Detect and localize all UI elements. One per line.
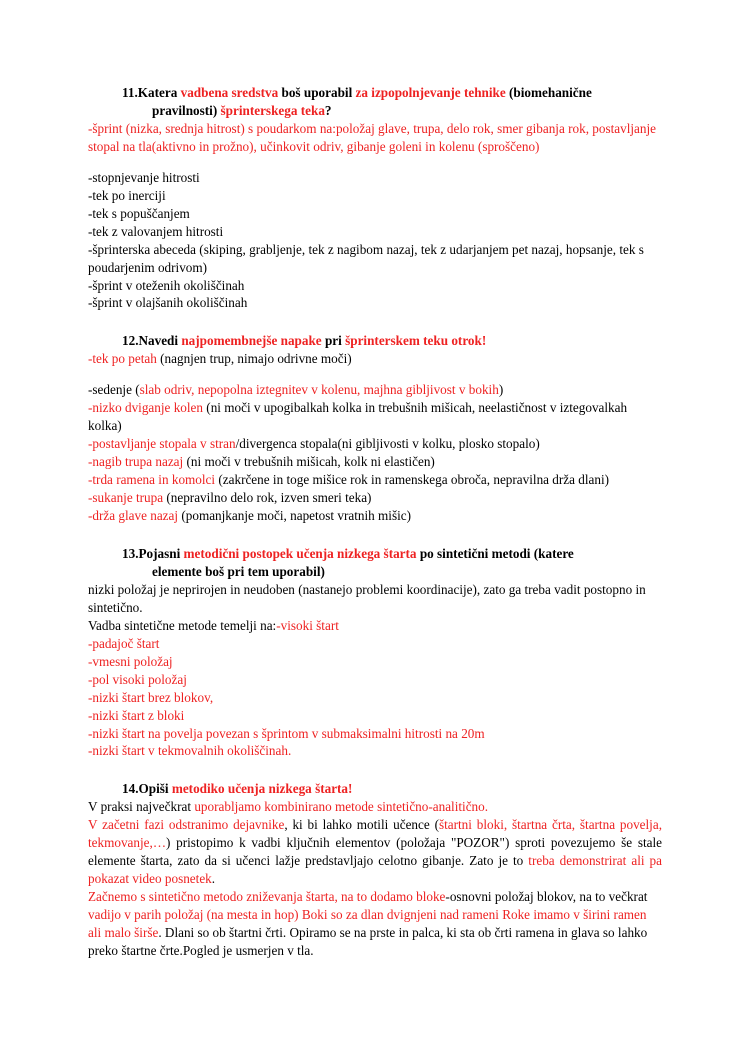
question-12-answer-line-3 (88, 399, 662, 435)
question-11-list-item: -šprint v oteženih okoliščinah (88, 277, 245, 293)
question-12-heading-part-d: šprinterskem teku otrok (345, 333, 482, 349)
question-13-answer-paragraph: nizki položaj je neprirojen in neudoben (nastanejo problemi koordinacije), zato ga treba vadit postopno in sintetično. (88, 581, 646, 615)
question-12-error-term: -sukanje trupa (88, 490, 164, 506)
question-12-answer-line-4 (88, 435, 662, 453)
question-12-error-term: -postavljanje stopala v stran (88, 436, 236, 452)
question-12-error-detail: (ni moči v upogibalkah kolka in trebušnih mišicah, neelastičnost v iztegovalkah kolka) (88, 400, 628, 434)
question-11-heading (88, 84, 662, 120)
question-12-error-term: -nizko dviganje kolen (88, 400, 203, 416)
question-12-number: 12. (122, 333, 139, 349)
question-12-heading-part-a: Navedi (138, 333, 182, 349)
question-14-heading-part-b: metodiko učenja nizkega štarta (171, 781, 349, 797)
question-11-number: 11. (122, 85, 138, 100)
question-12-error-detail: (pomanjkanje moči, napetost vratnih mišic) (178, 508, 411, 524)
question-13-list-item: -nizki štart z bloki (88, 707, 185, 723)
question-11-heading-part-b: vadbena sredstva (180, 85, 279, 100)
question-14-answer-paragraph-2 (88, 816, 662, 888)
question-11-list-item: -šprint v olajšanih okoliščinah (88, 295, 248, 311)
question-12-heading (88, 332, 662, 350)
question-14-intro-red: uporabljamo kombinirano metode sintetično-analitično. (194, 799, 489, 815)
question-14-p2-black-3: . (211, 871, 216, 887)
question-12-error-term: -nagib trupa nazaj (88, 454, 184, 470)
question-11-list-item: -stopnjevanje hitrosti (88, 169, 200, 185)
question-11-list-item: -tek z valovanjem hitrosti (88, 223, 224, 239)
question-14-p2-black-2: ) pristopimo k vadbi ključnih elementov (položaja "POZOR") sproti povezujemo še stale elemente štarta, zato da si učenci lažje predstavljajo celotno gibanje. Zato je to (88, 835, 662, 869)
question-12-error-detail: /divergenca stopala(ni gibljivosti v kolku, plosko stopalo) (235, 436, 540, 452)
question-14-intro-black: V praksi največkrat (88, 799, 195, 815)
question-14-p2-black-1: , ki bi lahko motili učence ( (284, 817, 439, 833)
question-12-answer-line-2 (88, 381, 662, 399)
section-spacer (88, 760, 662, 780)
section-question-12 (88, 332, 662, 525)
question-14-heading-part-a: Opiši (138, 781, 172, 797)
question-11-heading-part-h: ? (324, 102, 332, 118)
question-11-heading-line2 (122, 102, 662, 120)
question-14-answer-line-1 (88, 798, 662, 816)
question-12-answer-line-7 (88, 489, 662, 507)
question-11-heading-part-c: boš uporabil (278, 85, 356, 100)
question-11-list-item: -tek s popuščanjem (88, 205, 190, 221)
question-14-p2-red-3: treba demonstrirat ali pa pokazat video posnetek (88, 853, 662, 887)
spacer (88, 368, 662, 381)
question-11-heading-part-g: šprinterskega teka (220, 102, 325, 118)
question-12-heading-part-c: pri (321, 333, 346, 349)
question-12-error-detail: (nepravilno delo rok, izven smeri teka) (163, 490, 372, 506)
question-13-basis-label: Vadba sintetične metode temelji na: (88, 617, 277, 633)
document-body (88, 84, 662, 960)
question-12-error-term: -trda ramena in komolci (88, 472, 216, 488)
section-spacer (88, 525, 662, 545)
question-14-p3-red-2: vadijo v parih položaj (na mesta in hop) Boki so za dlan dvignjeni nad rameni Roke imamo v širini ramen ali malo širše (88, 907, 647, 941)
section-question-14 (88, 780, 662, 960)
question-14-p3-red-1: Začnemo s sintetično metodo zniževanja štarta, na to dodamo bloke (88, 889, 446, 905)
question-11-list-item: -tek po inerciji (88, 187, 166, 203)
question-11-answer-paragraph: -šprint (nizka, srednja hitrost) s poudarkom na:položaj glave, trupa, delo rok, smer gibanja rok, postavljanje stopal na tla(aktivno in prožno), učinkovit odriv, gibanje goleni in kolenu (sproščeno) (88, 120, 657, 154)
question-13-list-item: -nizki štart v tekmovalnih okoliščinah. (88, 743, 292, 759)
question-13-list-item: -nizki štart brez blokov, (88, 689, 214, 705)
question-12-error-term: -tek po petah (88, 351, 157, 367)
question-13-heading (88, 545, 662, 581)
question-11-heading-part-f: pravilnosti) (152, 102, 221, 118)
spacer (88, 156, 662, 169)
question-12-answer-line-5 (88, 453, 662, 471)
section-question-11 (88, 84, 662, 312)
question-13-heading-part-a: Pojasni (138, 545, 184, 561)
question-12-answer-line-8 (88, 507, 662, 525)
question-11-list-item: -šprinterska abeceda (skiping, grabljenje, tek z nagibom nazaj, tek z udarjanjem pet nazaj, hopsanje, tek s poudarjenim odrivom) (88, 241, 644, 275)
question-12-heading-part-b: najpomembnejše napake (181, 333, 322, 349)
question-14-p2-red-2: štartni bloki, štartna črta, štartna povelja, tekmovanje,… (88, 817, 662, 851)
question-12-answer-line-1 (88, 350, 662, 368)
question-13-number: 13. (122, 545, 139, 561)
question-13-answer-line-basis (88, 617, 662, 635)
question-12-heading-part-e: ! (481, 333, 487, 349)
question-11-heading-part-a: Katera (137, 85, 181, 100)
question-12-error-detail: (zakrčene in toge mišice rok in ramenskega obroča, nepravilna drža dlani) (215, 472, 610, 488)
question-12-error-detail-end: ) (498, 382, 504, 398)
question-12-error-detail: (nagnjen trup, nimajo odrivne moči) (156, 351, 352, 367)
question-13-heading-line2: elemente boš pri tem uporabil) (152, 563, 325, 579)
question-14-heading-part-c: ! (348, 781, 353, 797)
question-14-p2-red-1: V začetni fazi odstranimo dejavnike (88, 817, 285, 833)
question-12-error-detail: (ni moči v trebušnih mišicah, kolk ni elastičen) (183, 454, 435, 470)
question-14-p3-black-1: -osnovni položaj blokov, na to večkrat (445, 889, 648, 905)
question-12-error-detail: slab odriv, nepopolna iztegnitev v kolenu, majhna gibljivost v bokih (139, 382, 499, 398)
question-13-basis-first-item: -visoki štart (276, 617, 339, 633)
question-12-error-term: -sedenje ( (88, 382, 140, 398)
question-12-error-term: -drža glave nazaj (88, 508, 179, 524)
question-14-heading (88, 780, 662, 798)
question-13-heading-part-b: metodični postopek učenja nizkega štarta (183, 545, 417, 561)
question-14-number: 14. (122, 781, 139, 797)
section-spacer (88, 312, 662, 332)
question-13-list-item: -vmesni položaj (88, 653, 173, 669)
question-13-list-item: -pol visoki položaj (88, 671, 187, 687)
question-13-list-item: -nizki štart na povelja povezan s šprintom v submaksimalni hitrosti na 20m (88, 725, 485, 741)
question-13-heading-part-c: po sintetični metodi (katere (416, 545, 574, 561)
question-12-answer-line-6 (88, 471, 662, 489)
question-11-heading-part-d: za izpopolnjevanje tehnike (355, 85, 506, 100)
question-14-answer-paragraph-3 (88, 888, 662, 960)
section-question-13 (88, 545, 662, 760)
question-11-heading-part-e: (biomehanične (505, 85, 592, 100)
question-14-p3-black-2: . Dlani so ob štartni črti. Opiramo se na prste in palca, ki sta ob črti ramena in glava so lahko preko štartne črte.Pogled je usmerjen v tla. (88, 925, 648, 958)
question-13-list-item: -padajoč štart (88, 635, 160, 651)
